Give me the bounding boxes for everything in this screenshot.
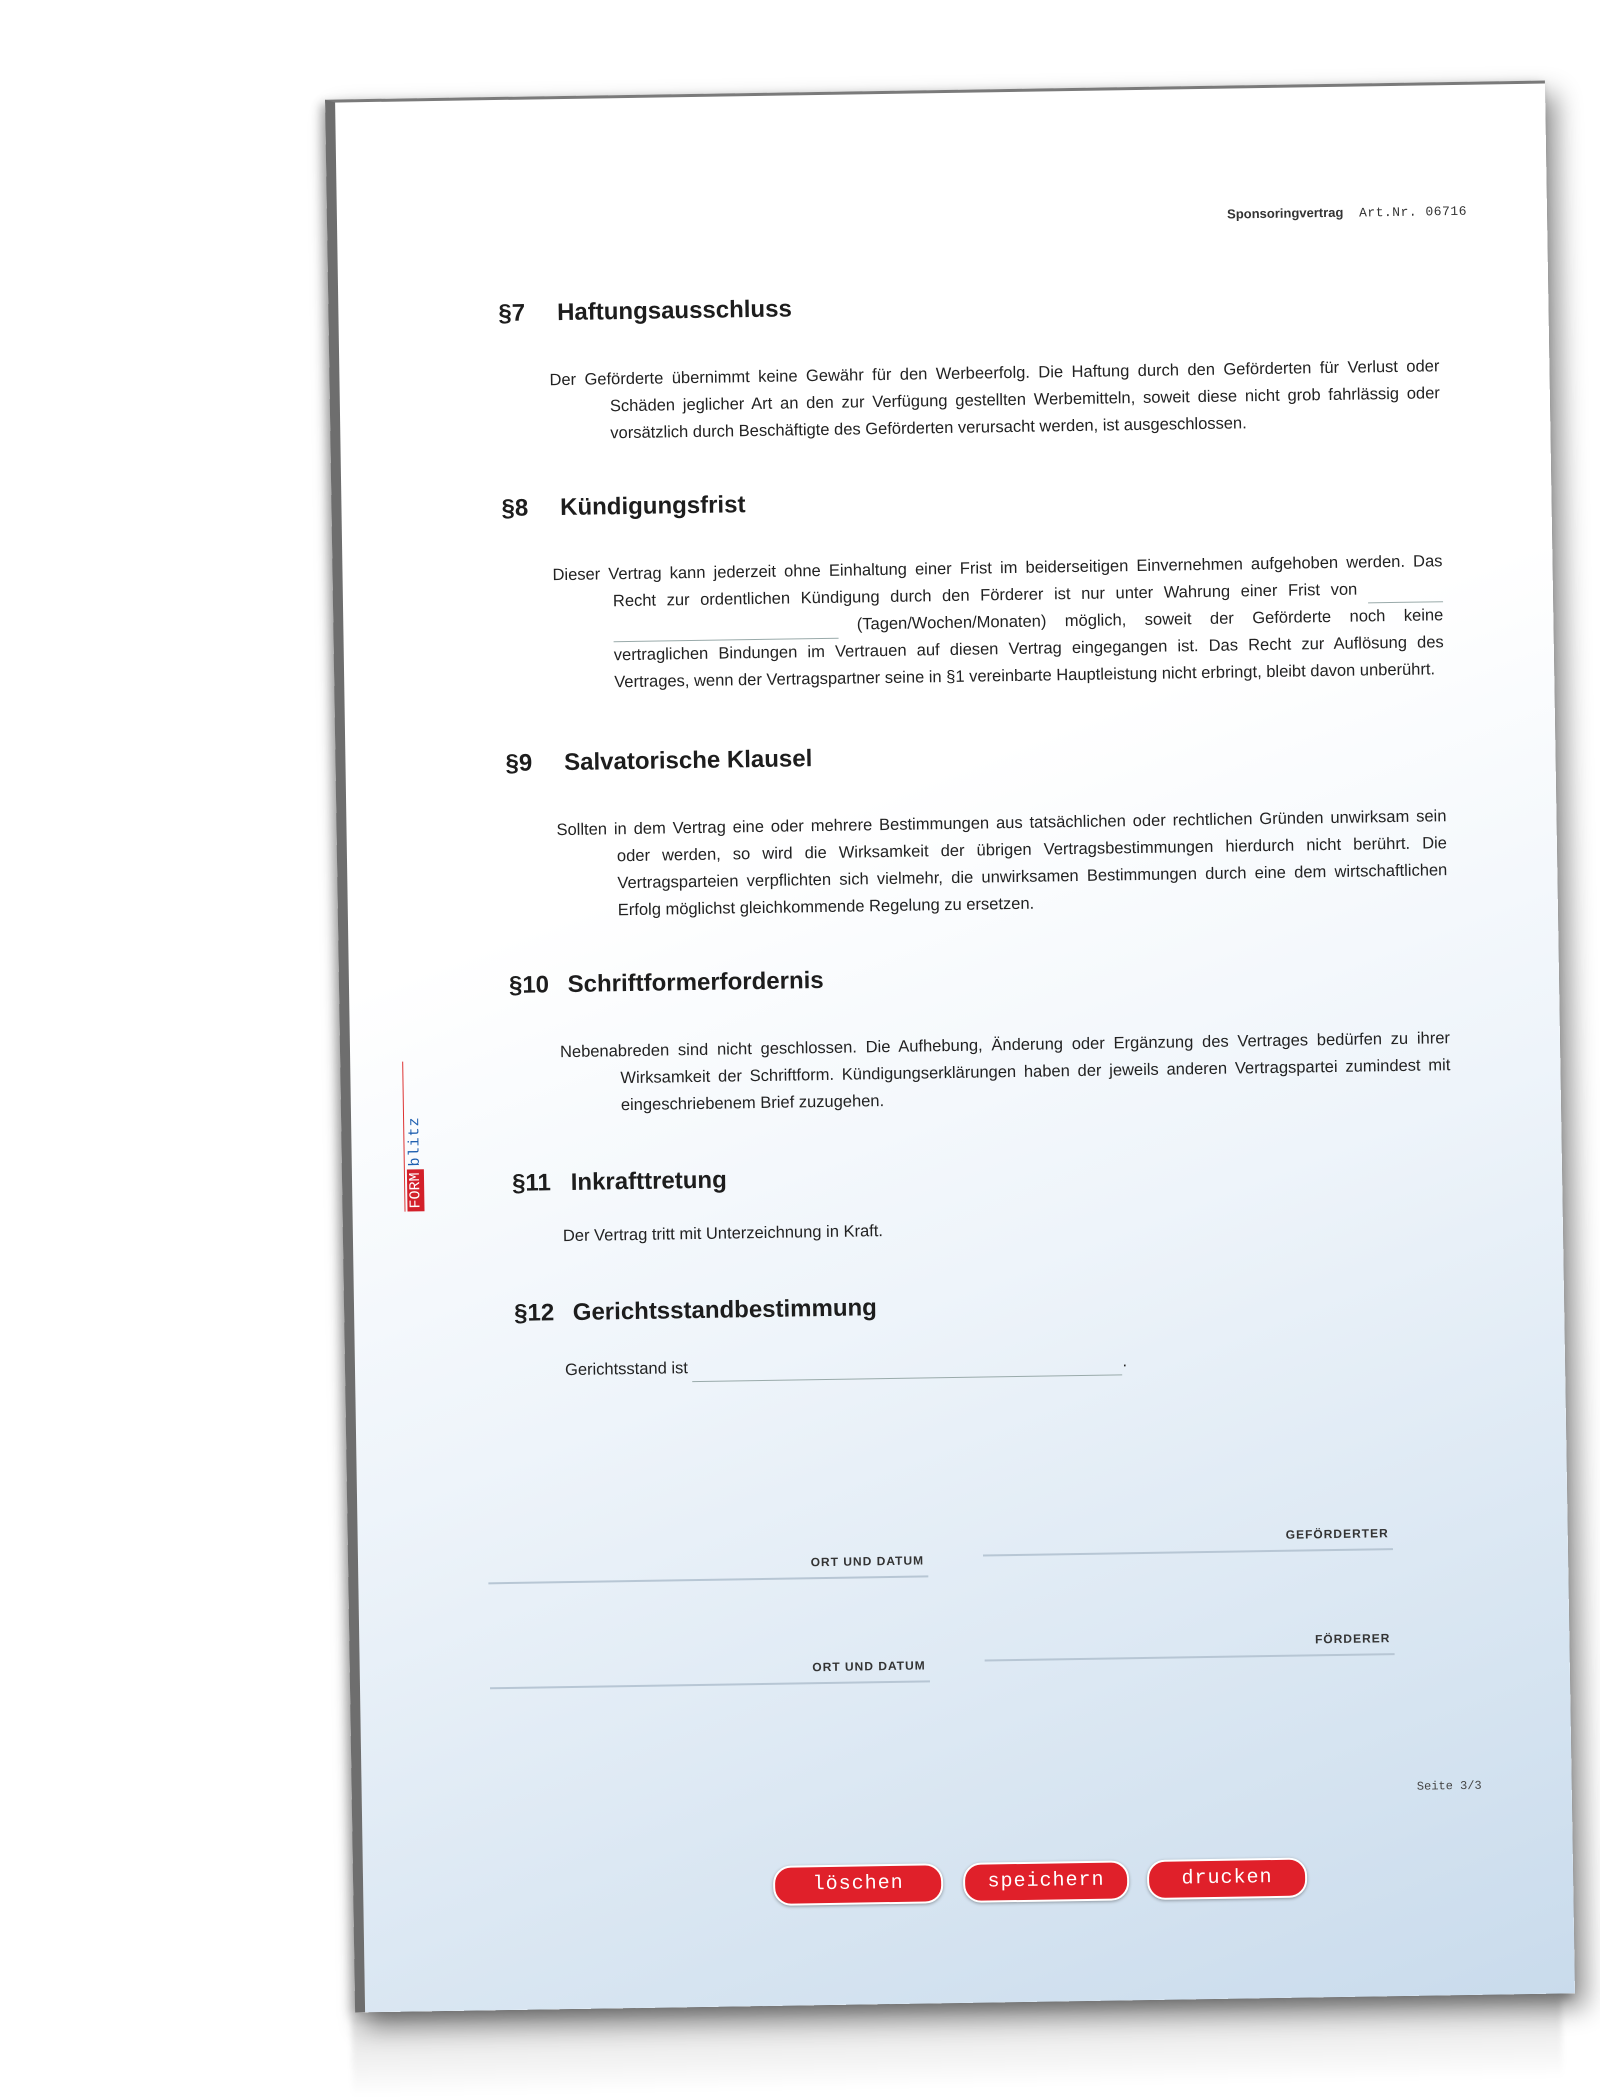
signature-block-place-date-2[interactable]	[490, 1658, 930, 1689]
section-9	[505, 735, 1448, 926]
section-11	[512, 1155, 1453, 1251]
logo-form-text: FORM	[407, 1169, 425, 1211]
section-title: Gerichtsstandbestimmung	[572, 1294, 878, 1326]
document-title: Sponsoringvertrag	[1226, 204, 1344, 222]
signature-line	[985, 1651, 1395, 1661]
jurisdiction-label: Gerichtsstand ist	[564, 1359, 689, 1380]
sponsored-party-label: GEFÖRDERTER	[1285, 1526, 1389, 1542]
signature-block-sponsored[interactable]	[983, 1526, 1393, 1556]
section-7	[498, 285, 1440, 449]
section-heading	[498, 285, 1438, 328]
section-heading	[512, 1155, 1452, 1198]
section-number: §8	[501, 494, 529, 522]
section-text	[565, 1343, 1455, 1384]
formblitz-logo	[402, 1061, 427, 1211]
jurisdiction-period: .	[1122, 1352, 1128, 1371]
jurisdiction-field[interactable]	[692, 1356, 1122, 1382]
signature-line	[983, 1546, 1393, 1556]
section-text-part-1: Dieser Vertrag kann jederzeit ohne Einhaltung einer Frist im beiderseitigen Einvernehmen aufgehoben werden. Das Recht zur ordentlichen Kündigung durch den Förderer ist nur unter Wahrung einer Frist von	[552, 552, 1443, 611]
article-number: Art.Nr. 06716	[1358, 203, 1468, 221]
section-text-part-2: (Tagen/Wochen/Monaten) möglich, soweit der Geförderte noch keine vertraglichen Bindungen im Vertrauen auf diesen Vertrag eingegangen ist. Das Recht zur Auflösung des Vertrages, wenn der Vertragspartner seine in §1 vereinbarte Hauptleistung nicht erbringt, bleibt davon unberührt.	[613, 606, 1444, 692]
section-text: Der Geförderte übernimmt keine Gewähr für den Werbeerfolg. Die Haftung durch den Geförderten für Verlust oder Schäden jeglicher Art an den zur Verfügung gestellten Werbemitteln, soweit diese nicht grob fahrlässig oder vorsätzlich durch Beschäftigte des Geförderten verursacht werden, ist ausgeschlossen.	[549, 357, 1440, 443]
signature-line	[488, 1573, 928, 1584]
section-8	[501, 480, 1444, 698]
section-number: §11	[511, 1169, 552, 1197]
section-heading	[514, 1285, 1454, 1328]
logo-blitz-text: blitz	[406, 1116, 424, 1167]
section-title: Schriftformerfordernis	[567, 966, 824, 998]
section-10	[509, 957, 1451, 1121]
section-number: §9	[505, 749, 533, 777]
document-page	[325, 81, 1575, 2013]
sponsor-party-label: FÖRDERER	[1314, 1631, 1391, 1647]
notice-period-field-a[interactable]	[1368, 583, 1443, 603]
section-title: Kündigungsfrist	[559, 491, 746, 522]
section-title: Haftungsausschluss	[556, 295, 793, 327]
section-heading	[509, 957, 1449, 1000]
signature-block-sponsor[interactable]	[984, 1631, 1394, 1661]
section-number: §10	[508, 971, 550, 999]
section-text	[552, 548, 1444, 697]
section-12	[514, 1285, 1455, 1385]
page-header	[1227, 203, 1467, 223]
notice-period-field-b[interactable]	[613, 620, 838, 643]
delete-button[interactable]: löschen	[773, 1863, 944, 1906]
section-heading	[505, 735, 1445, 778]
section-text: Der Vertrag tritt mit Unterzeichnung in Kraft.	[562, 1222, 884, 1246]
place-date-label: ORT UND DATUM	[812, 1658, 926, 1675]
signature-block-place-date-1[interactable]	[488, 1553, 928, 1584]
section-number: §12	[513, 1299, 555, 1327]
section-number: §7	[498, 299, 526, 328]
section-heading	[501, 480, 1441, 523]
section-title: Inkrafttretung	[570, 1166, 727, 1196]
page-number: Seite 3/3	[1416, 1778, 1482, 1794]
signature-line	[490, 1678, 930, 1689]
print-button[interactable]: drucken	[1147, 1857, 1308, 1900]
place-date-label: ORT UND DATUM	[810, 1553, 925, 1570]
save-button[interactable]: speichern	[963, 1860, 1130, 1903]
section-title: Salvatorische Klausel	[563, 745, 813, 777]
section-text: Sollten in dem Vertrag eine oder mehrere Bestimmungen aus tatsächlichen oder rechtlichen Gründen unwirksam sein oder werden, so wird die Wirksamkeit der übrigen Vertragsbestimmungen hierdurch nicht berührt. Die Vertragsparteien verpflichten sich vielmehr, die unwirksamen Bestimmungen durch eine dem wirtschaftlichen Erfolg möglichst gleichkommende Regelung zu ersetzen.	[556, 807, 1448, 920]
page-reflection	[351, 1999, 1562, 2098]
section-text: Nebenabreden sind nicht geschlossen. Die Aufhebung, Änderung oder Ergänzung des Vertrages bedürfen zu ihrer Wirksamkeit der Schriftform. Kündigungserklärungen haben der jeweils anderen Vertragspartei zumindest mit eingeschriebenem Brief zuzugehen.	[559, 1029, 1451, 1115]
